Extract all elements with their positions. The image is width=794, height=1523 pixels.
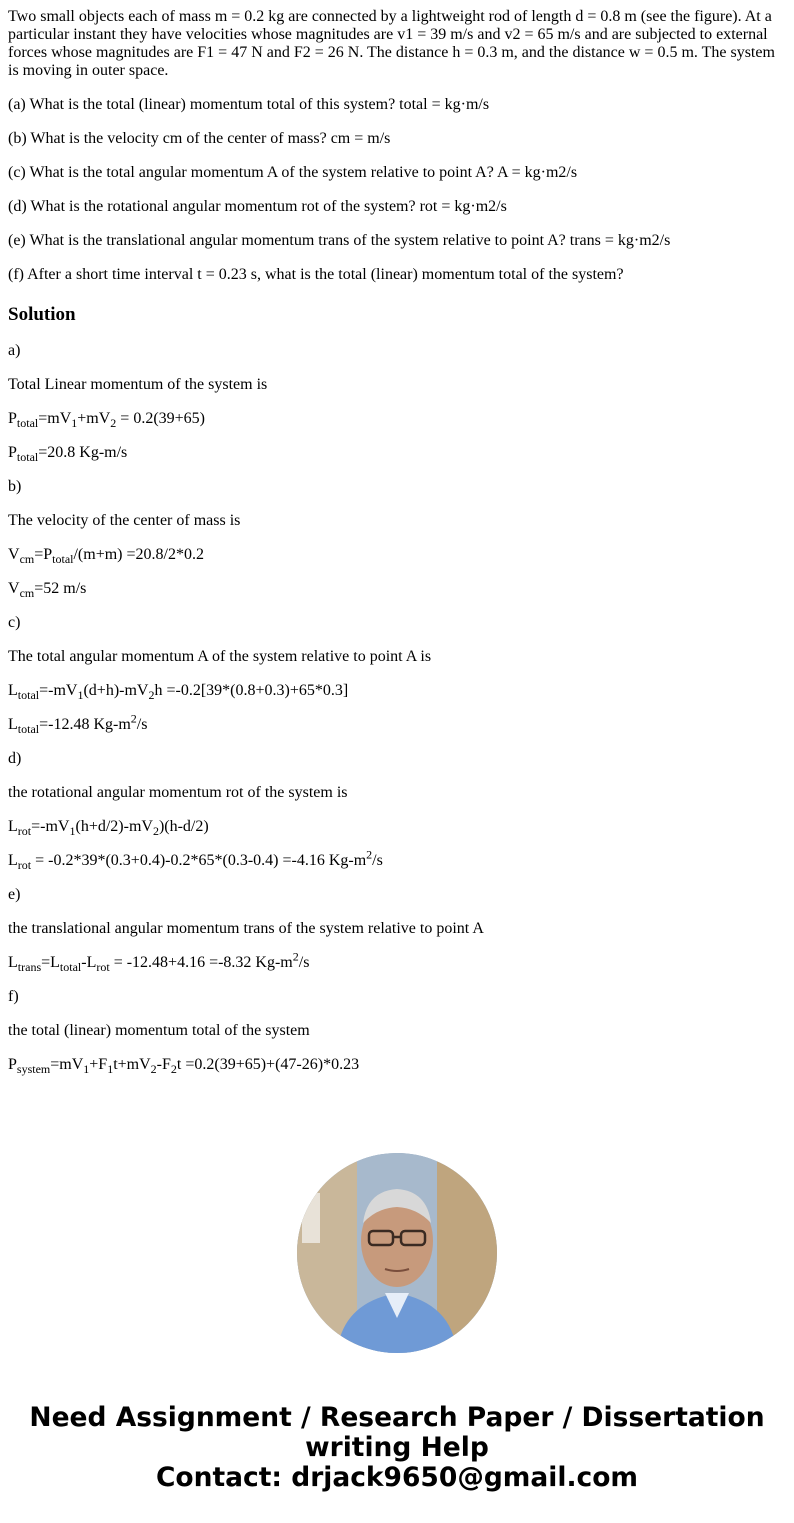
part-f-text: the total (linear) momentum total of the system <box>8 1022 310 1039</box>
part-c-equation-1: $L_{total}=-mV_1(d+h)-mV_2h =-0.2[39*(0.8+0.3)+65*0.3]$ <box>8 682 349 703</box>
problem-statement: Two small objects each of mass m = 0.2 kg are connected by a lightweight rod of length d = 0.8 m (see the figure). At a particular instant they have velocities whose magnitudes are v1 = 39 m/s and v2 = 65 m/s and are subjected to external forces whose magnitudes are F1 = 47 N and F2 = 26 N. The distance h = 0.3 m, and the distance w = 0.5 m. The system is moving in outer space. <box>8 8 775 79</box>
part-d-equation-2: $L_{rot} = -0.2*39*(0.3+0.4)-0.2*65*(0.3-0.4) =-4.16$ $Kg-m^2/s$ <box>8 847 383 873</box>
part-d-label: d) <box>8 750 22 767</box>
part-a-equation-1: $P_{total}=mV_1+mV_2 = 0.2(39+65)$ <box>8 410 205 431</box>
question-f: (f) After a short time interval t = 0.23 s, what is the total (linear) momentum total of the system? <box>8 266 624 283</box>
part-f-label: f) <box>8 988 19 1005</box>
part-c-equation-2: $L_{total}=-12.48$ $Kg-m^2/s$ <box>8 711 148 737</box>
author-portrait-icon <box>297 1153 497 1353</box>
part-c-label: c) <box>8 614 21 631</box>
part-e-equation-1: $L_{trans}=L_{total}-L_{rot} = -12.48+4.16 =-8.32$ $Kg-m^2/s$ <box>8 949 310 975</box>
part-b-equation-1: $V_{cm}=P_{total}/(m+m) =20.8/2*0.2$ <box>8 546 204 567</box>
question-e: (e) What is the translational angular momentum trans of the system relative to point A? trans = kg·m2/s <box>8 232 671 249</box>
part-d-text: the rotational angular momentum rot of the system is <box>8 784 348 801</box>
part-b-label: b) <box>8 478 22 495</box>
footer-ad <box>0 1403 794 1493</box>
content-column <box>8 0 786 1077</box>
part-a-equation-2: $P_{total}=20.8$ Kg-m/s <box>8 444 128 465</box>
part-e-label: e) <box>8 886 21 903</box>
part-c-text: The total angular momentum A of the system relative to point A is <box>8 648 432 665</box>
footer-contact: Contact: drjack9650@gmail.com <box>155 1462 639 1493</box>
part-b-text: The velocity of the center of mass is <box>8 512 241 529</box>
part-d-equation-1: $L_{rot}=-mV_1(h+d/2)-mV_2)(h-d/2)$ <box>8 818 209 839</box>
question-d: (d) What is the rotational angular momentum rot of the system? rot = kg·m2/s <box>8 198 507 215</box>
part-b-equation-2: $V_{cm}=52$ m/s <box>8 580 87 601</box>
question-b: (b) What is the velocity cm of the center of mass? cm = m/s <box>8 130 391 147</box>
solution-heading: Solution <box>8 304 76 325</box>
question-a: (a) What is the total (linear) momentum total of this system? total = kg·m/s <box>8 96 490 113</box>
part-a-text: Total Linear momentum of the system is <box>8 376 268 393</box>
question-c: (c) What is the total angular momentum A of the system relative to point A? A = kg·m2/s <box>8 164 578 181</box>
author-avatar <box>297 1153 497 1353</box>
footer-line-2: writing Help <box>305 1432 489 1463</box>
part-f-equation-1: $P_{system}=mV_1+F_1t+mV_2-F_2t =0.2(39+65)+(47-26)*0.23$ <box>8 1056 360 1077</box>
part-a-label: a) <box>8 342 21 359</box>
footer-line-1: Need Assignment / Research Paper / Dissertation <box>29 1402 765 1433</box>
part-e-text: the translational angular momentum trans of the system relative to point A <box>8 920 484 937</box>
